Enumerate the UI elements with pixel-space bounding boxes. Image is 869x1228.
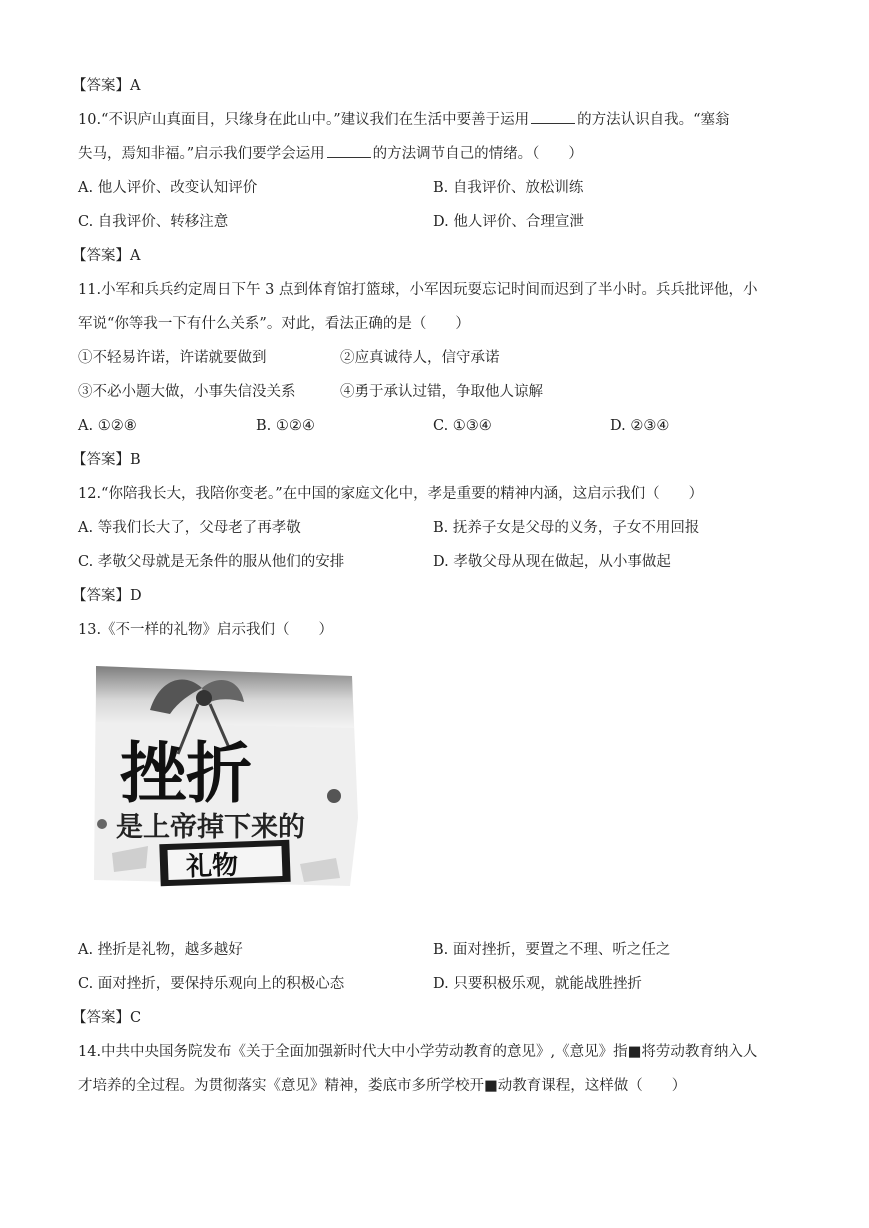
q10-option-d: D. 他人评价、合理宣泄 — [433, 214, 584, 230]
q10-stem-line2 — [78, 144, 583, 164]
answer-10: 【答案】A — [72, 248, 141, 264]
q13-option-c: C. 面对挫折，要保持乐观向上的积极心态 — [78, 976, 345, 992]
q12-option-b: B. 抚养子女是父母的义务，子女不用回报 — [433, 520, 700, 536]
q10-text-2a: 失马，焉知非福。”启示我们要学会运用 — [78, 146, 325, 162]
q11-option-a: A. ①②⑧ — [78, 418, 137, 434]
q10-text-1a: 10.“不识庐山真面目，只缘身在此山中。”建议我们在生活中要善于运用 — [78, 112, 530, 128]
poster-dot-icon — [327, 789, 341, 803]
poster-gift-text: 礼物 — [185, 850, 239, 883]
answer-13: 【答案】C — [72, 1010, 142, 1026]
q10-text-2b: 的方法调节自己的情绪。（ ） — [372, 146, 583, 162]
q13-option-a: A. 挫折是礼物，越多越好 — [78, 942, 243, 958]
answer-12: 【答案】D — [72, 588, 142, 604]
ribbon-knot-icon — [196, 690, 212, 706]
q12-option-a: A. 等我们长大了，父母老了再孝敬 — [78, 520, 301, 536]
q12-stem: 12.“你陪我长大，我陪你变老。”在中国的家庭文化中，孝是重要的精神内涵，这启示我们（ ） — [78, 486, 704, 502]
q11-item-1: ①不轻易许诺，许诺就要做到 — [78, 350, 267, 366]
answer-11: 【答案】B — [72, 452, 141, 468]
q13-option-b: B. 面对挫折，要置之不理、听之任之 — [433, 942, 671, 958]
q13-image — [90, 658, 360, 890]
q10-stem-line1 — [78, 110, 730, 130]
q12-option-c: C. 孝敬父母就是无条件的服从他们的安排 — [78, 554, 345, 570]
poster-title-big: 挫折 — [120, 735, 252, 812]
q11-stem-line2: 军说“你等我一下有什么关系”。对此，看法正确的是（ ） — [78, 316, 470, 332]
q11-item-2: ②应真诚待人，信守承诺 — [340, 350, 500, 366]
q10-option-c: C. 自我评价、转移注意 — [78, 214, 229, 230]
q13-stem: 13.《不一样的礼物》启示我们（ ） — [78, 622, 334, 638]
q13-option-d: D. 只要积极乐观，就能战胜挫折 — [433, 976, 642, 992]
answer-9: 【答案】A — [72, 78, 141, 94]
q11-stem-line1: 11.小军和兵兵约定周日下午 3 点到体育馆打篮球，小军因玩耍忘记时间而迟到了半小时。兵兵批评他，小 — [78, 282, 758, 298]
q14-stem-line2: 才培养的全过程。为贯彻落实《意见》精神，娄底市多所学校开■动教育课程，这样做（ ） — [78, 1078, 687, 1094]
q11-option-d: D. ②③④ — [610, 418, 670, 434]
poster-dot-left-icon — [97, 819, 107, 829]
q11-option-c: C. ①③④ — [433, 418, 492, 434]
q11-item-3: ③不必小题大做，小事失信没关系 — [78, 384, 296, 400]
q10-blank-1 — [531, 111, 575, 124]
q12-option-d: D. 孝敬父母从现在做起，从小事做起 — [433, 554, 671, 570]
q11-option-b: B. ①②④ — [256, 418, 315, 434]
q14-stem-line1: 14.中共中央国务院发布《关于全面加强新时代大中小学劳动教育的意见》,《意见》指■将劳动教育纳入人 — [78, 1044, 758, 1060]
gift-poster-image — [90, 658, 360, 890]
q10-option-b: B. 自我评价、放松训练 — [433, 180, 584, 196]
q10-option-a: A. 他人评价、改变认知评价 — [78, 180, 258, 196]
q11-item-4: ④勇于承认过错，争取他人谅解 — [340, 384, 543, 400]
poster-title-mid: 是上帝掉下来的 — [116, 812, 305, 843]
q10-text-1b: 的方法认识自我。“塞翁 — [577, 112, 730, 128]
q10-blank-2 — [327, 145, 371, 158]
